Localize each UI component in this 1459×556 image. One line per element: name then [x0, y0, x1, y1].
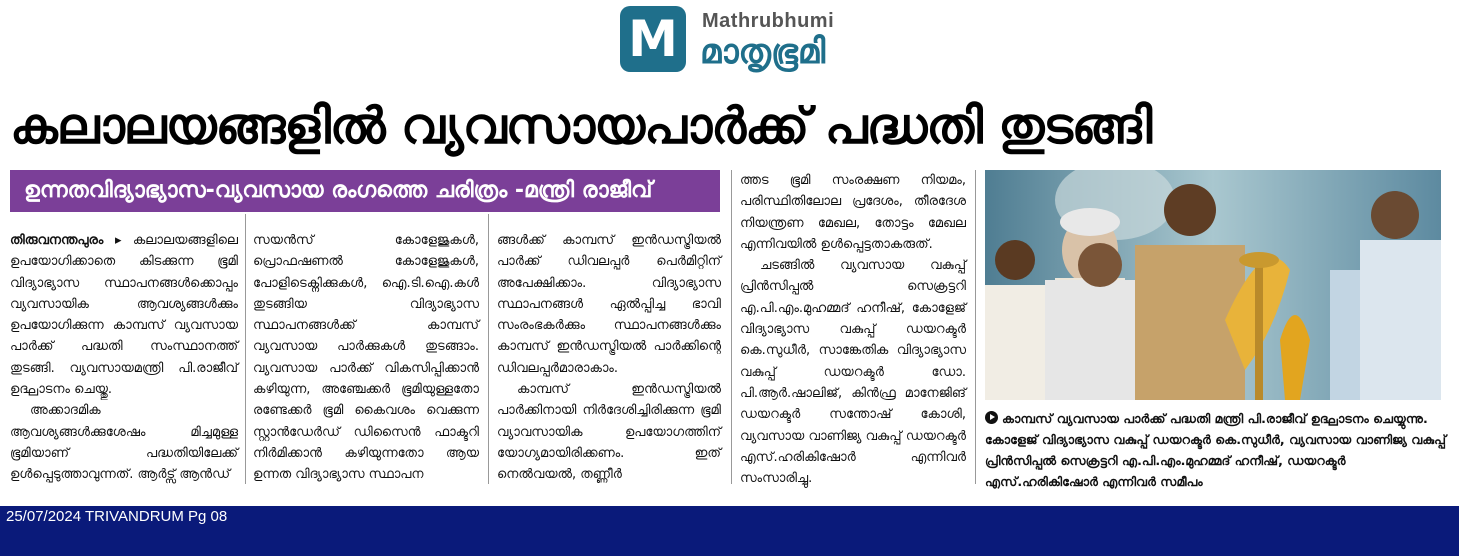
- news-photo: [985, 170, 1441, 400]
- column-divider: [731, 170, 732, 484]
- column-4-paragraph-2: ചടങ്ങിൽ വ്യവസായ വകുപ്പ് പ്രിൻസിപ്പൽ സെക്രട്ടറി എ.പി.എം.മുഹമ്മദ് ഹനീഷ്, കോളേജ് വിദ്യാഭ്യാസ വകുപ്പ് ഡയറക്ടർ കെ.സുധീർ, സാങ്കേതിക വിദ്യാഭ്യാസ വകുപ്പ് ഡയറക്ടർ ഡോ. പി.ആർ.ഷാലിജ്, കിൻഫ്ര മാനേജിങ് ഡയറക്ടർ സന്തോഷ് കോശി, വ്യവസായ വാണിജ്യ വകുപ്പ് ഡയറക്ടർ എസ്.ഹരികിഷോർ എന്നിവർ സംസാരിച്ചു.: [740, 258, 966, 487]
- column-4-paragraph-1: ത്തട ഭൂമി സംരക്ഷണ നിയമം, പരിസ്ഥിതിലോല പ്രദേശം, തീരദേശ നിയന്ത്രണ മേഖല, തോട്ടം മേഖല എന്നിവയിൽ ഉൾപ്പെട്ടതാകരുത്.: [740, 173, 966, 252]
- column-3-paragraph-2: കാമ്പസ് ഇൻഡസ്ട്രിയൽ പാർക്കിനായി നിർദേശിച്ചിരിക്കുന്ന ഭൂമി വ്യാവസായിക ഉപയോഗത്തിന് യോഗ്യമായിരിക്കണം. ഇത് നെൽവയൽ, തണ്ണീർ: [497, 382, 721, 483]
- article-subheadline: ഉന്നതവിദ്യാഭ്യാസ-വ്യവസായ രംഗത്തെ ചരിത്രം -മന്ത്രി രാജീവ്: [10, 170, 720, 212]
- column-1-paragraph-1: കലാലയങ്ങളിലെ ഉപയോഗിക്കാതെ കിടക്കുന്ന ഭൂമി വിദ്യാഭ്യാസ സ്ഥാപനങ്ങൾക്കൊപ്പം വ്യവസായിക ആവശ്യങ്ങൾക്കും ഉപയോഗിക്കുന്ന കാമ്പസ് വ്യവസായ പാർക്ക് പദ്ധതി സംസ്ഥാനത്ത് തുടങ്ങി. വ്യവസായമന്ത്രി പി.രാജീവ് ഉദ്ഘാടനം ചെയ്തു.: [10, 233, 238, 398]
- article-headline: കലാലയങ്ങളിൽ വ്യവസായപാർക്ക് പദ്ധതി തുടങ്ങി: [10, 97, 1152, 155]
- photo-caption-text: കാമ്പസ് വ്യവസായ പാർക്ക് പദ്ധതി മന്ത്രി പി.രാജീവ് ഉദ്ഘാടനം ചെയ്യുന്നു. കോളേജ് വിദ്യാഭ്യാസ വകുപ്പ് ഡയറക്ടർ കെ.സുധീർ, വ്യവസായ വാണിജ്യ വകുപ്പ് പ്രിൻസിപ്പൽ സെക്രട്ടറി എ.പി.എം.മുഹമ്മദ് ഹനീഷ്, ഡയറക്ടർ എസ്.ഹരികിഷോർ എന്നിവർ സമീപം: [985, 411, 1447, 489]
- footer-bar: [0, 506, 1459, 556]
- column-3-paragraph-1: ങ്ങൾക്ക് കാമ്പസ് ഇൻഡസ്ട്രിയൽ പാർക്ക് ഡിവലപ്പർ പെർമിറ്റിന് അപേക്ഷിക്കാം. വിദ്യാഭ്യാസ സ്ഥാപനങ്ങൾ ഏൽപ്പിച്ച ഭാവി സംരംഭകർക്കും സ്ഥാപനങ്ങൾക്കും കാമ്പസ് ഇൻഡസ്ട്രിയൽ പാർക്കിന്റെ ഡിവലപ്പർമാരാകാം.: [497, 233, 721, 376]
- logo-letter: M: [628, 10, 678, 68]
- dateline: തിരുവനന്തപുരം ▸: [10, 233, 122, 248]
- logo-malayalam-name: മാതൃഭൂമി: [700, 32, 826, 72]
- column-2-paragraph-1: സയൻസ് കോളേജുകൾ, പ്രൊഫഷണൽ കോളേജുകൾ, പോളിടെക്നിക്കുകൾ, ഐ.ടി.ഐ.കൾ തുടങ്ങിയ വിദ്യാഭ്യാസ സ്ഥാപനങ്ങൾക്ക് കാമ്പസ് വ്യവസായ പാർക്കുകൾ തുടങ്ങാം. വ്യവസായ പാർക്ക് വികസിപ്പിക്കാൻ കഴിയുന്ന, അഞ്ചേക്കർ ഭൂമിയുള്ളതോ രണ്ടേക്കർ ഭൂമി കൈവശം വെക്കുന്ന സ്റ്റാൻഡേർഡ് ഡിസൈൻ ഫാക്ടറി നിർമിക്കാൻ കഴിയുന്നതോ ആയ ഉന്നത വിദ്യാഭ്യാസ സ്ഥാപന: [253, 233, 479, 483]
- photo-caption: [985, 408, 1447, 492]
- column-divider: [488, 214, 489, 484]
- article-column-4: [740, 170, 966, 489]
- article-column-3: [497, 230, 721, 486]
- column-1-paragraph-2: അക്കാദമിക ആവശ്യങ്ങൾക്കുശേഷം മിച്ചമുള്ള ഭൂമിയാണ് പദ്ധതിയിലേക്ക് ഉൾപ്പെടുത്താവുന്നത്. ആർട്സ് ആൻഡ്: [10, 403, 238, 483]
- play-icon: [985, 411, 998, 424]
- edition-info: 25/07/2024 TRIVANDRUM Pg 08: [6, 508, 228, 525]
- column-divider: [245, 214, 246, 484]
- masthead-logo: [620, 4, 900, 76]
- news-photo-illustration: [985, 170, 1441, 400]
- logo-english-name: Mathrubhumi: [702, 10, 835, 32]
- article-column-2: [253, 230, 479, 486]
- article-column-1: [10, 230, 238, 486]
- column-divider: [975, 170, 976, 484]
